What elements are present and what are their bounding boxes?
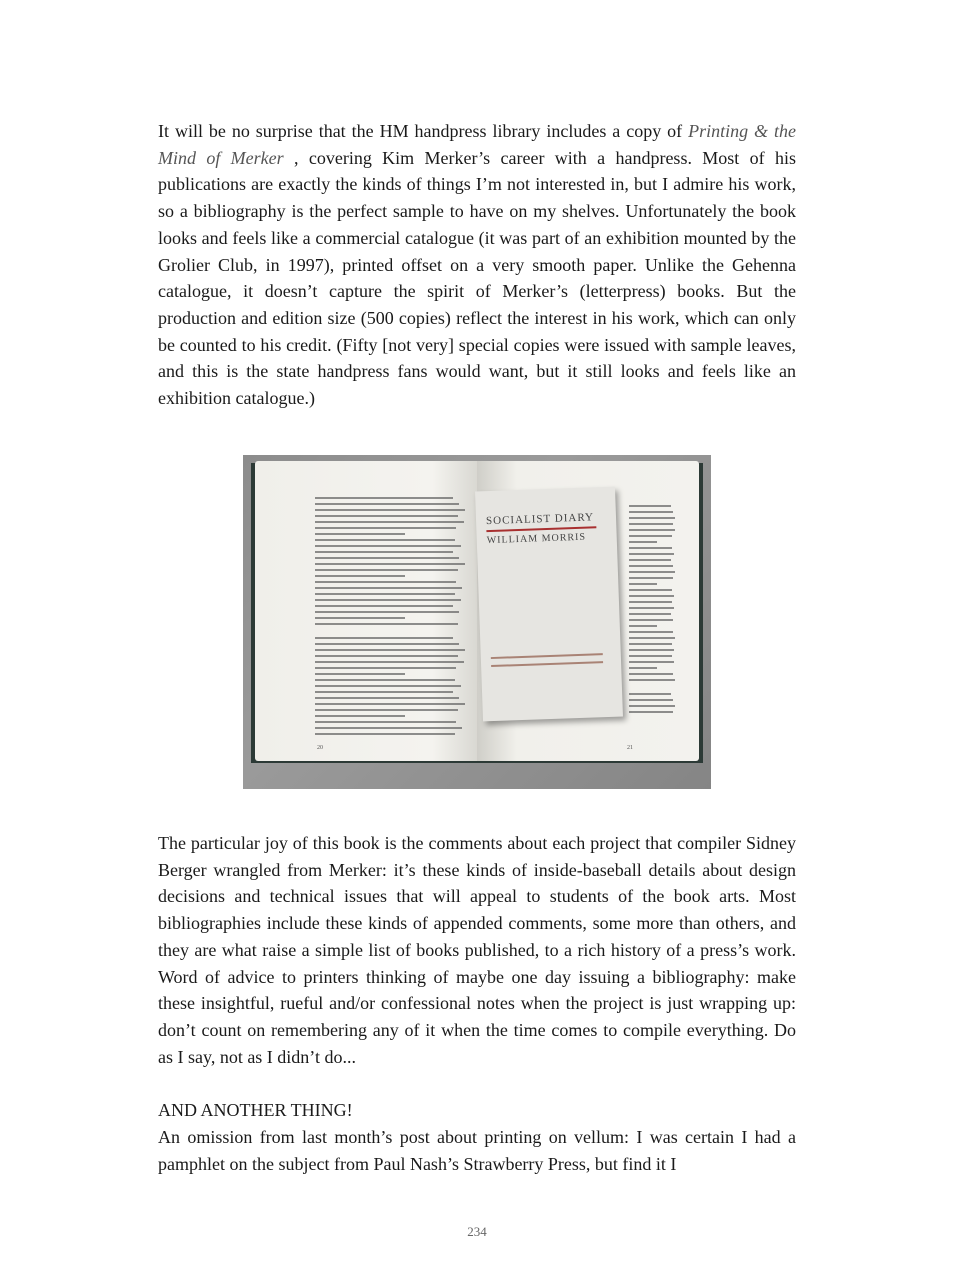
- photo-text-line: [315, 497, 453, 499]
- paragraph-1-lead: It will be no surprise that the HM handpress library includes a copy of: [158, 121, 689, 141]
- photo-text-line: [629, 511, 673, 513]
- photo-text-line: [315, 521, 464, 523]
- section-heading: AND ANOTHER THING!: [158, 1100, 353, 1120]
- photo-text-line: [629, 571, 675, 573]
- photo-text-line: [629, 589, 672, 591]
- left-page-folio: 20: [317, 745, 323, 751]
- photo-text-line: [629, 619, 673, 621]
- photo-text-line: [315, 509, 465, 511]
- photo-text-line: [629, 547, 672, 549]
- photo-text-line: [315, 697, 459, 699]
- photo-text-line: [315, 637, 453, 639]
- photo-text-line: [315, 539, 455, 541]
- photo-text-line: [315, 563, 465, 565]
- photo-text-line: [629, 535, 672, 537]
- photo-text-line: [315, 551, 453, 553]
- photo-text-line: [315, 691, 453, 693]
- photo-text-line: [629, 625, 657, 627]
- sample-leaf-insert: [475, 487, 623, 722]
- photo-text-line: [629, 699, 673, 701]
- photo-text-line: [629, 583, 657, 585]
- photo-text-line: [629, 643, 672, 645]
- photo-text-line: [629, 613, 671, 615]
- photo-text-line: [315, 673, 405, 675]
- body-paragraph-1: [158, 118, 796, 412]
- left-page-text-block-2: [315, 637, 465, 739]
- photo-text-line: [629, 565, 673, 567]
- insert-imprint-line: [491, 661, 603, 667]
- photo-text-line: [629, 559, 671, 561]
- photo-text-line: [315, 575, 405, 577]
- insert-imprint-line: [491, 653, 603, 659]
- photo-text-line: [315, 527, 456, 529]
- photo-text-line: [315, 503, 459, 505]
- photo-text-line: [315, 661, 464, 663]
- photo-text-line: [629, 553, 674, 555]
- photo-text-line: [629, 673, 673, 675]
- photo-text-line: [315, 581, 456, 583]
- photo-text-line: [629, 577, 673, 579]
- photo-text-line: [629, 505, 671, 507]
- photo-text-line: [629, 711, 673, 713]
- photo-text-line: [315, 703, 465, 705]
- photo-text-line: [315, 679, 455, 681]
- photo-text-line: [629, 649, 674, 651]
- body-paragraph-3: An omission from last month’s post about printing on vellum: I was certain I had a pamphlet on the subject from Paul Nash’s Strawberry Press, but find it I: [158, 1127, 796, 1174]
- page-number: 234: [467, 1224, 487, 1239]
- photo-text-line: [315, 685, 461, 687]
- photo-text-line: [629, 517, 675, 519]
- book-title: Printing & the Mind of Merker: [158, 121, 796, 168]
- right-page-text-block: [629, 505, 675, 685]
- photo-text-line: [315, 667, 456, 669]
- photo-text-line: [629, 667, 657, 669]
- photo-text-line: [315, 649, 465, 651]
- photo-text-line: [629, 637, 675, 639]
- photo-text-line: [315, 545, 461, 547]
- photo-text-line: [315, 733, 455, 735]
- paragraph-1-rest: , covering Kim Merker’s career with a handpress. Most of his publications are exactly the kinds of things I’m not interested in, but I admire his work, so a bibliography is the perfect sample to have on my shelves. Unfortunately the book looks and feels like a commercial catalogue (it was part of an exhibition mounted by the Grolier Club, in 1997), printed offset on a very smooth paper. Unlike the Gehenna catalogue, it doesn’t capture the spirit of Merker’s (letterpress) books. But the production and edition size (500 copies) reflect the interest in his work, which can only be counted to his credit. (Fifty [not very] special copies were issued with sample leaves, and this is the state handpress fans would want, but it still looks and feels like an exhibition catalogue.): [158, 147, 796, 409]
- photo-text-line: [315, 599, 461, 601]
- insert-author: WILLIAM MORRIS: [486, 531, 587, 547]
- photo-text-line: [629, 679, 675, 681]
- photo-text-line: [315, 727, 462, 729]
- photo-text-line: [629, 601, 672, 603]
- photo-text-line: [629, 529, 675, 531]
- right-page-folio: 21: [627, 745, 633, 751]
- photo-text-line: [315, 643, 459, 645]
- left-page: [255, 461, 477, 761]
- photo-text-line: [315, 587, 462, 589]
- photo-text-line: [315, 557, 459, 559]
- photo-text-line: [629, 655, 672, 657]
- photo-text-line: [315, 611, 459, 613]
- book-photo: [243, 455, 711, 789]
- photo-text-line: [315, 715, 405, 717]
- photo-text-line: [315, 623, 458, 625]
- photo-text-line: [629, 541, 657, 543]
- photo-text-line: [629, 523, 673, 525]
- photo-text-line: [629, 607, 674, 609]
- photo-text-line: [629, 705, 675, 707]
- photo-text-line: [629, 631, 673, 633]
- photo-text-line: [315, 605, 453, 607]
- photo-text-line: [315, 593, 455, 595]
- left-page-text-block: [315, 497, 465, 629]
- photo-text-line: [315, 569, 458, 571]
- photo-text-line: [315, 655, 458, 657]
- insert-title: SOCIALIST DIARY: [485, 511, 595, 528]
- photo-text-line: [315, 709, 458, 711]
- photo-text-line: [629, 595, 674, 597]
- right-page-text-block-2: [629, 693, 675, 717]
- photo-text-line: [315, 515, 458, 517]
- body-paragraph-2: The particular joy of this book is the comments about each project that compiler Sidney Berger wrangled from Merker: it’s these kinds of inside-baseball details about design decisions and technical issues that will appeal to students of the book arts. Most bibliographies include these kinds of appended comments, some more than others, and they are what raise a simple list of books published, to a rich history of a press’s work. Word of advice to printers thinking of maybe one day issuing a bibliography: make these insightful, rueful and/or confessional notes when the project is just wrapping up: don’t count on remembering any of it when the time comes to compile everything. Do as I say, not as I didn’t do...: [158, 833, 796, 1067]
- photo-text-line: [315, 721, 456, 723]
- photo-text-line: [629, 693, 671, 695]
- photo-text-line: [315, 533, 405, 535]
- photo-text-line: [315, 617, 405, 619]
- photo-text-line: [629, 661, 674, 663]
